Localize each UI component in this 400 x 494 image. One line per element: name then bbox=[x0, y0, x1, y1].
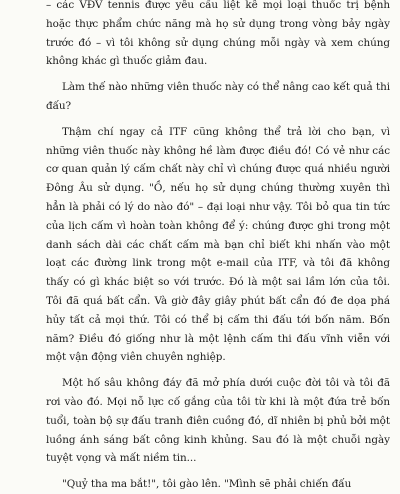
paragraph-quote: "Quỷ tha ma bắt!", tôi gào lên. "Mình sẽ phải chiến đấu bbox=[62, 478, 352, 491]
paragraph-abyss: Một hố sâu không đáy đã mở phía dưới cuộc đời tôi và tôi đã rơi vào đó. Mọi nỗ lực cố gắng của tôi từ khi là một đứa trẻ bốn tuổi, toàn bộ sự đấu tranh điên cuồng đó, dĩ nhiên bị phủ bởi một luồng ánh sáng bất công kinh khủng. Sau đó là một chuỗi ngày tuyệt vọng và mất niềm tin... bbox=[46, 377, 390, 465]
paragraph-itf-ban: Thậm chí ngay cả ITF cũng không thể trả lời cho bạn, vì những viên thuốc này không hề làm được điều đó! Có vẻ như các cơ quan quản lý cấm chất này chỉ vì chúng được quá nhiều người Đông Âu sử dụng. "Ồ, nếu họ sử dụng chúng thường xuyên thì hẳn là phải có lý do nào đó" – đại loại như vậy. Tôi bỏ qua tin tức của lịch cấm vì hoàn toàn không để ý: chúng được ghi trong một danh sách dài các chất cấm mà bạn chỉ biết khi nhấn vào một loạt các đường link trong một e-mail của ITF, và tôi đã không thấy có gì khác biệt so với trước. Đó là một sai lầm lớn của tôi. Tôi đã quá bất cẩn. Và giờ đây giây phút bất cẩn đó đe dọa phá hủy tất cả mọi thứ. Tôi có thể bị cấm thi đấu tới bốn năm. Bốn năm? Điều đó giống như là một lệnh cấm thi đấu vĩnh viễn với một vận động viên chuyên nghiệp. bbox=[46, 125, 390, 364]
paragraph-continuation: – các VĐV tennis được yêu cầu liệt kê mọi loại thuốc trị bệnh hoặc thực phẩm chức năng mà họ sử dụng trong vòng bảy ngày trước đó – vì tôi không sử dụng chúng mỗi ngày và xem chúng không khác gì thuốc giảm đau. bbox=[46, 0, 390, 68]
paragraph-question: Làm thế nào những viên thuốc này có thể nâng cao kết quả thi đấu? bbox=[46, 81, 390, 112]
